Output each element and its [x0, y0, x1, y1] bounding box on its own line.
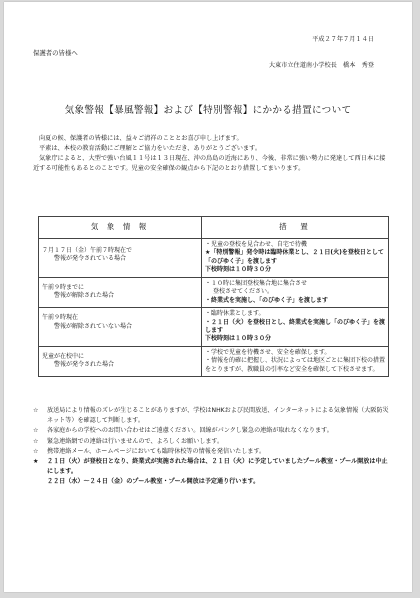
- document-title: 気象警報【暴風警報】および【特別警報】にかかる措置について: [64, 105, 352, 116]
- sender-line: 大東市立住道南小学校長 橋本 秀登: [268, 62, 374, 69]
- star-outline-icon: ☆: [33, 427, 39, 435]
- measure-line-emphasis: ・終業式を実施し、「のびゆく子」を渡します: [205, 296, 329, 304]
- measure-line: ・学校で児童を待機させ、安全を確保します。: [205, 348, 331, 356]
- condition-line: 警報が解除された場合: [54, 292, 115, 300]
- table-row: [39, 278, 389, 308]
- condition-cell: [39, 346, 202, 376]
- note-text: 各家庭からの学校へのお問い合わせはご遠慮ください。回線がパンクし緊急の連絡が取れなくなります。: [47, 427, 333, 435]
- star-filled-icon: ★: [33, 458, 39, 466]
- condition-cell: [39, 308, 202, 347]
- note-text: 携帯連絡メール、ホームページにおいても臨時休校等の情報を発信いたします。: [47, 447, 266, 455]
- note-text: 放送局により情報のズレが生じることがありますが、学校はNHKおよび民間放送、インターネットによる気象情報（大阪防災ネット等）を確認して判断します。: [47, 407, 389, 425]
- measure-line-emphasis: ・２１日（火）を登校日とし、終業式を実施し「のびゆく子」を渡します: [205, 318, 386, 335]
- note-text: ２２日（水）～２４日（金）のプール教室・プール開放は予定通り行います。: [47, 478, 260, 486]
- measure-line-emphasis: 下校時刻は１０時３０分: [205, 266, 272, 274]
- measures-table: [38, 216, 389, 377]
- star-outline-icon: ☆: [33, 447, 39, 455]
- condition-line: 警報が発令された場合: [54, 361, 115, 369]
- notes-list: [33, 406, 393, 488]
- note-item: [33, 447, 393, 457]
- document-date: 平成２７年７月１４日: [312, 36, 374, 43]
- measure-line-emphasis: ★「特別警報」発令時は臨時休業とし、２１日(火)を登校日として「のびゆく子」を渡します: [205, 249, 384, 265]
- note-item: [33, 406, 393, 426]
- condition-line: 午前９時までに: [42, 284, 85, 291]
- measure-cell: [202, 239, 389, 278]
- intro-paragraphs: [33, 134, 389, 174]
- condition-line: ７月１７日（金）午前７時現在で: [42, 247, 133, 254]
- measure-cell: [202, 278, 389, 308]
- recipient-line: 保護者の皆様へ: [33, 49, 78, 57]
- table-row: [39, 239, 389, 278]
- note-item: [33, 426, 393, 436]
- intro-line: 平素は、本校の教育活動にご理解とご協力をいただき、ありがとうございます。: [39, 145, 262, 152]
- intro-line: 気象庁によると、大型で強い台風１１号は１３日現在、沖の鳥島の近海にあり、今後、非常に強い勢力に発達して西日本に接近する可能性もあるとのことです。児童の安全確保の観点から下記のとおり措置してまいります。: [33, 155, 386, 172]
- measure-line: ・児童の登校を見合わせ、自宅で待機: [205, 241, 307, 248]
- note-text: 緊急連絡網での連絡は行いませんので、よろしくお願いします。: [47, 437, 224, 445]
- table-header-row: [39, 217, 389, 239]
- measure-cell: [202, 308, 389, 347]
- condition-line: 午前９時現在: [42, 314, 79, 322]
- note-item: [33, 437, 393, 447]
- measure-line: 登校させてください。: [213, 288, 274, 296]
- table-row: [39, 308, 389, 347]
- star-outline-icon: ☆: [33, 437, 39, 445]
- note-text: ２１日（火）が登校日となり、終業式が実施された場合は、２１日（火）に予定していましたプール教室・プール開放は中止にします。: [47, 458, 388, 476]
- condition-cell: [39, 278, 202, 308]
- condition-line: 警報が解除されていない場合: [54, 322, 133, 330]
- condition-line: 警報が発令されている場合: [54, 255, 127, 263]
- table-row: [39, 346, 389, 376]
- intro-line: 向夏の候、保護者の皆様には、益々ご清祥のこととお喜び申し上げます。: [39, 135, 243, 142]
- star-outline-icon: ☆: [33, 407, 39, 414]
- measure-line-emphasis: 下校時刻は１０時３０分: [205, 335, 272, 343]
- note-item-emphasis: [33, 457, 393, 477]
- condition-line: 児童が在校中に: [42, 352, 85, 360]
- measure-line: ・臨時休業とします。: [205, 310, 265, 318]
- column-header-measures: 措 置: [202, 217, 389, 239]
- note-item-emphasis: [33, 477, 393, 487]
- column-header-weather-info: 気 象 情 報: [39, 217, 202, 239]
- measure-line: ・情報を的確に把握し、状況によっては地区ごとに集団下校の措置をとりますが、教職員の引率など安全を確保して下校させます。: [205, 357, 386, 373]
- document-page: [4, 2, 412, 592]
- measure-cell: [202, 346, 389, 376]
- measure-line: ・１０時に集団登校集合地に集合させ: [205, 280, 308, 287]
- condition-cell: [39, 239, 202, 278]
